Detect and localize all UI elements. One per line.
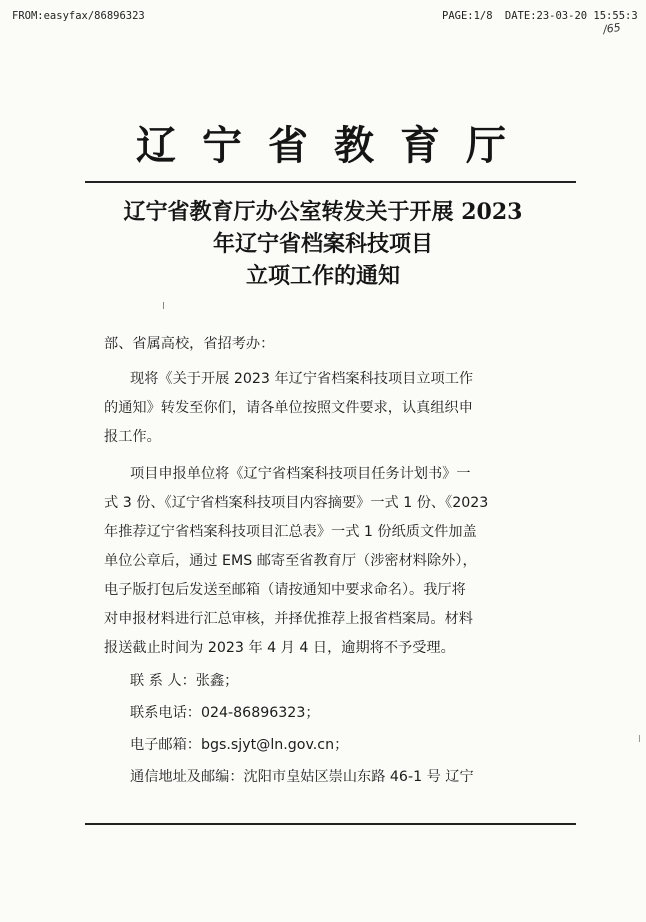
footer-rule [85,823,576,825]
contact-phone [130,697,584,729]
fax-from: FROM:easyfax/86896323 [12,10,145,22]
handwritten-note: /65 [602,20,622,37]
paragraph-line: 项目申报单位将《辽宁省档案科技项目任务计划书》一 [130,466,471,482]
contact-phone-value: 024-86896323； [200,705,320,721]
paragraph-line: 年推荐辽宁省档案科技项目汇总表》一式 1 份纸质文件加盖 [104,524,477,540]
header-rule [85,181,576,183]
contact-address-label: 通信地址及邮编： [130,769,244,785]
fax-header [12,10,640,26]
org-title: 辽宁省教育厅 [136,122,532,169]
paragraph-line: 单位公章后，通过 EMS 邮寄至省教育厅（涉密材料除外）， [104,553,477,569]
contact-person [130,665,584,697]
paragraph-line: 对申报材料进行汇总审核，并择优推荐上报省档案局。材料 [104,611,473,627]
fax-date: DATE:23-03-20 15:55:3 [504,10,638,22]
contact-email [130,729,584,761]
paragraph-line: 现将《关于开展 2023 年辽宁省档案科技项目立项工作 [130,371,474,387]
document-title [60,196,586,292]
paragraph-line: 报工作。 [104,429,161,445]
title-line: 年辽宁省档案科技项目 [212,231,433,257]
contact-email-label: 电子邮箱： [130,737,201,753]
salutation: 部、省属高校，省招考办： [104,336,275,352]
contact-email-value: bgs.sjyt@ln.gov.cn； [200,737,349,753]
title-line: 辽宁省教育厅办公室转发关于开展 2023 [123,199,523,225]
paragraph-line: 式 3 份、《辽宁省档案科技项目内容摘要》一式 1 份、《2023 [104,495,489,511]
scan-mark [639,735,640,742]
contact-address-value: 沈阳市皇姑区崇山东路 46-1 号 辽宁 [243,769,474,785]
fax-page: PAGE:1/8 [442,10,493,22]
paragraph-line: 的通知》转发至你们，请各单位按照文件要求，认真组织申 [104,400,473,416]
contact-person-value: 张鑫； [195,673,239,689]
scan-mark [163,302,164,309]
paragraph-2 [104,460,584,663]
contact-person-label: 联 系 人： [130,673,196,689]
contact-phone-label: 联系电话： [130,705,201,721]
paragraph-line: 电子版打包后发送至邮箱（请按通知中要求命名）。我厅将 [104,582,466,598]
contact-block [104,665,584,793]
title-line: 立项工作的通知 [245,263,400,289]
paragraph-line: 报送截止时间为 2023 年 4 月 4 日，逾期将不予受理。 [104,640,455,656]
contact-address [130,761,584,793]
paragraph-1 [104,365,584,452]
fax-meta [442,10,644,22]
document-body [104,330,584,793]
